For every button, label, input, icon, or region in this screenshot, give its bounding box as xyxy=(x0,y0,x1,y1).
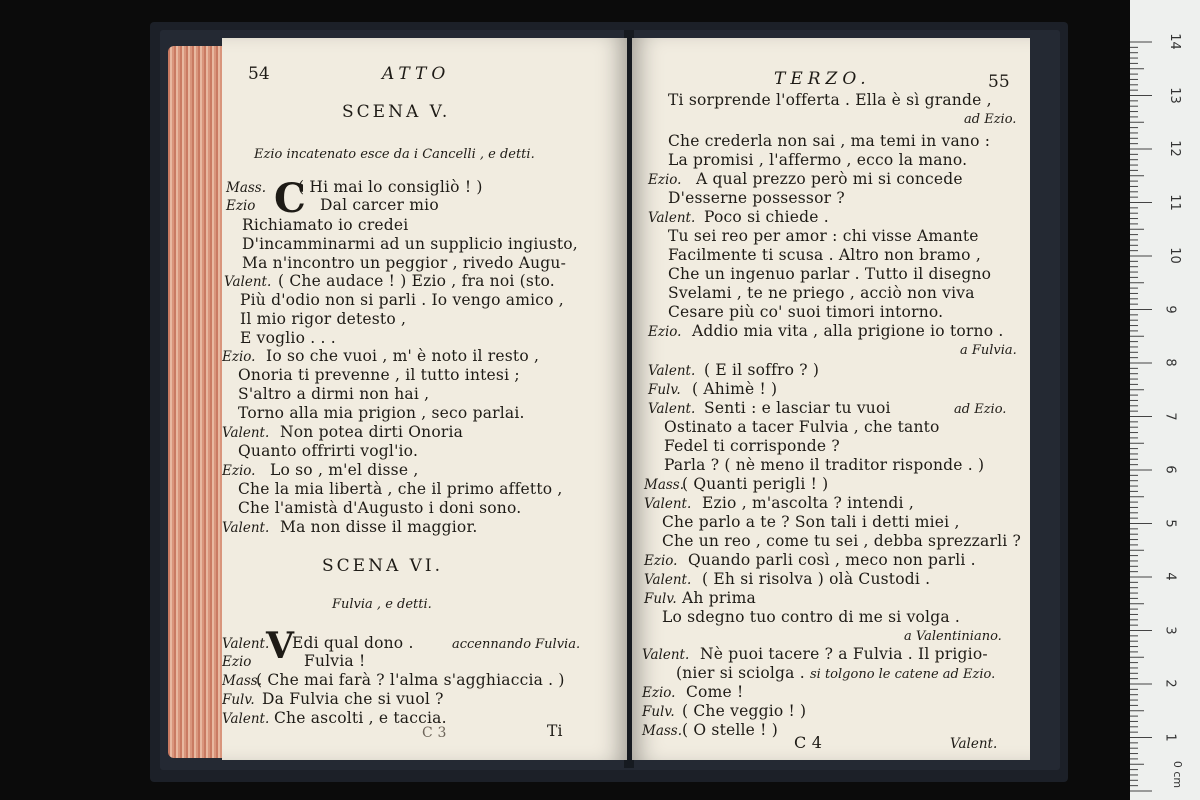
ruler-number: 3 xyxy=(1162,625,1178,635)
drop-cap-v: V xyxy=(266,625,294,667)
verse-line: Che un reo , come tu sei , debba sprezzarli ? xyxy=(662,532,1022,550)
verse-line: Fulvia ! xyxy=(304,652,366,670)
speaker-label: Valent. xyxy=(642,647,690,663)
verse-line: La promisi , l'affermo , ecco la mano. xyxy=(668,151,968,169)
speaker-label: Valent. xyxy=(644,496,692,512)
verse-line: ( Che audace ! ) Ezio , fra noi (sto. xyxy=(278,272,555,290)
verse-line: Non potea dirti Onoria xyxy=(280,423,464,441)
verse-line: Ti sorprende l'offerta . Ella è sì grande , xyxy=(668,91,992,109)
verse-line: Edi qual dono . xyxy=(292,634,414,652)
ruler-number: 8 xyxy=(1162,358,1178,367)
verse-line: Cesare più co' suoi timori intorno. xyxy=(668,303,944,321)
drop-cap-c: C xyxy=(274,175,306,222)
page-edges xyxy=(168,46,224,758)
verse-line: Fedel ti corrisponde ? xyxy=(664,437,840,455)
speaker-label: Fulv. xyxy=(648,382,681,398)
verse-line: Dal carcer mio xyxy=(320,196,439,214)
verse-line: Ma n'incontro un peggior , rivedo Augu- xyxy=(242,254,567,272)
ruler-unit: 0 cm xyxy=(1171,760,1185,789)
left-page xyxy=(222,38,627,760)
verse-line: Lo so , m'el disse , xyxy=(270,461,419,479)
stage-direction-2: Fulvia , e detti. xyxy=(332,597,432,612)
speaker-label: Ezio xyxy=(222,654,252,670)
verse-line: ( Che mai farà ? l'alma s'agghiaccia . ) xyxy=(256,671,565,689)
verse-line: Più d'odio non si parli . Io vengo amico , xyxy=(240,291,564,309)
verse-line: Poco si chiede . xyxy=(704,208,829,226)
verse-line: D'incamminarmi ad un supplicio ingiusto, xyxy=(242,235,578,253)
ruler-number: 10 xyxy=(1166,247,1182,264)
verse-line: Svelami , te ne priego , acciò non viva xyxy=(668,284,975,302)
verse-line: Come ! xyxy=(686,683,744,701)
ruler-number: 4 xyxy=(1162,572,1178,581)
verse-line: ( Che veggio ! ) xyxy=(682,702,807,720)
verse-line: Senti : e lasciar tu vuoi xyxy=(704,399,891,417)
ruler-number: 1 xyxy=(1162,732,1178,742)
catchword: Valent. xyxy=(950,736,998,752)
verse-line: ( Hi mai lo consigliò ! ) xyxy=(298,178,483,196)
verse-line: Ezio , m'ascolta ? intendi , xyxy=(702,494,914,512)
measuring-ruler xyxy=(1130,0,1200,800)
verse-line: Che un ingenuo parlar . Tutto il disegno xyxy=(668,265,992,283)
verse-line: Onoria ti prevenne , il tutto intesi ; xyxy=(238,366,520,384)
verse-line: Tu sei reo per amor : chi visse Amante xyxy=(668,227,979,245)
verse-line: (nier si sciolga . xyxy=(676,664,805,682)
signature-mark: C 4 xyxy=(794,733,823,752)
scene-heading-2: SCENA VI. xyxy=(322,556,444,576)
speaker-label: Fulv. xyxy=(644,591,677,607)
speaker-label: Ezio. xyxy=(642,685,676,701)
right-page xyxy=(632,38,1030,760)
speaker-label: Ezio. xyxy=(648,324,682,340)
ruler-number: 11 xyxy=(1166,193,1182,211)
verse-line: ( Ahimè ! ) xyxy=(692,380,778,398)
verse-line: Io so che vuoi , m' è noto il resto , xyxy=(266,347,540,365)
speaker-label: Valent. xyxy=(648,210,696,226)
verse-line: Nè puoi tacere ? a Fulvia . Il prigio- xyxy=(700,645,988,663)
verse-line: ( O stelle ! ) xyxy=(682,721,778,739)
verse-line: ( E il soffro ? ) xyxy=(704,361,820,379)
speaker-label: Valent. xyxy=(644,572,692,588)
verse-line: Che ascolti , e taccia. xyxy=(274,709,447,727)
verse-line: Che crederla non sai , ma temi in vano : xyxy=(668,132,991,150)
ruler-number: 9 xyxy=(1162,304,1178,314)
running-head-right: TERZO. xyxy=(774,69,871,89)
catchword: Ti xyxy=(547,722,563,740)
ruler-number: 14 xyxy=(1166,33,1182,50)
verse-line: Addio mia vita , alla prigione io torno . xyxy=(692,322,1004,340)
speaker-label: Ezio. xyxy=(222,349,256,365)
verse-line: Quanto offrirti vogl'io. xyxy=(238,442,419,460)
speaker-label: Fulv. xyxy=(222,692,255,708)
verse-line: Lo sdegno tuo contro di me si volga . xyxy=(662,608,961,626)
verse-line: Il mio rigor detesto , xyxy=(240,310,407,328)
verse-line: Parla ? ( nè meno il traditor risponde . ) xyxy=(664,456,985,474)
verse-line: Che la mia libertà , che il primo affetto , xyxy=(238,480,563,498)
speaker-label: Fulv. xyxy=(642,704,675,720)
speaker-label: Valent. xyxy=(224,274,272,290)
verse-line: ( Eh si risolva ) olà Custodi . xyxy=(702,570,931,588)
speaker-label: Valent. xyxy=(222,711,270,727)
verse-line: Che parlo a te ? Son tali i detti miei , xyxy=(662,513,960,531)
verse-line: Facilmente ti scusa . Altro non bramo , xyxy=(668,246,981,264)
verse-line: Da Fulvia che si vuol ? xyxy=(262,690,444,708)
verse-line: D'esserne possessor ? xyxy=(668,189,845,207)
speaker-label: Valent. xyxy=(222,425,270,441)
verse-line: Ostinato a tacer Fulvia , che tanto xyxy=(664,418,940,436)
speaker-label: Ezio. xyxy=(222,463,256,479)
scene-heading: SCENA V. xyxy=(342,102,451,122)
stage-direction: Ezio incatenato esce da i Cancelli , e detti. xyxy=(254,147,535,162)
page-number-left: 54 xyxy=(248,64,270,84)
ruler-number: 13 xyxy=(1166,86,1182,104)
verse-line: ( Quanti perigli ! ) xyxy=(682,475,829,493)
ruler-number: 6 xyxy=(1162,465,1178,474)
ruler-number: 5 xyxy=(1162,518,1178,528)
verse-line: Che l'amistà d'Augusto i doni sono. xyxy=(238,499,522,517)
speaker-label: Ezio. xyxy=(648,172,682,188)
stage-aside: accennando Fulvia. xyxy=(452,637,581,652)
verse-line: Richiamato io credei xyxy=(242,216,409,234)
signature-mark: C 3 xyxy=(422,725,447,741)
running-head-left: ATTO xyxy=(382,64,451,84)
stage-aside: ad Ezio. xyxy=(964,112,1017,127)
speaker-label: Mass. xyxy=(222,673,263,689)
speaker-label: Mass. xyxy=(644,477,685,493)
speaker-label: Mass. xyxy=(226,180,267,196)
stage-aside: si tolgono le catene ad Ezio. xyxy=(810,667,996,682)
speaker-label: Valent. xyxy=(222,520,270,536)
stage-aside: a Valentiniano. xyxy=(904,629,1002,644)
verse-line: A qual prezzo però mi si concede xyxy=(696,170,963,188)
speaker-label: Valent. xyxy=(648,363,696,379)
verse-line: Ma non disse il maggior. xyxy=(280,518,478,536)
speaker-label: Ezio xyxy=(226,198,256,214)
page-number-right: 55 xyxy=(988,72,1010,92)
ruler-number: 7 xyxy=(1162,411,1178,421)
speaker-label: Mass. xyxy=(642,723,683,739)
ruler-number: 12 xyxy=(1166,140,1182,157)
verse-line: Quando parli così , meco non parli . xyxy=(688,551,976,569)
verse-line: Torno alla mia prigion , seco parlai. xyxy=(238,404,525,422)
speaker-label: Valent. xyxy=(222,636,270,652)
verse-line: E voglio . . . xyxy=(240,329,336,347)
verse-line: S'altro a dirmi non hai , xyxy=(238,385,430,403)
stage-aside: ad Ezio. xyxy=(954,402,1007,417)
speaker-label: Ezio. xyxy=(644,553,678,569)
speaker-label: Valent. xyxy=(648,401,696,417)
stage-aside: a Fulvia. xyxy=(960,343,1017,358)
verse-line: Ah prima xyxy=(682,589,756,607)
ruler-number: 2 xyxy=(1162,679,1178,688)
